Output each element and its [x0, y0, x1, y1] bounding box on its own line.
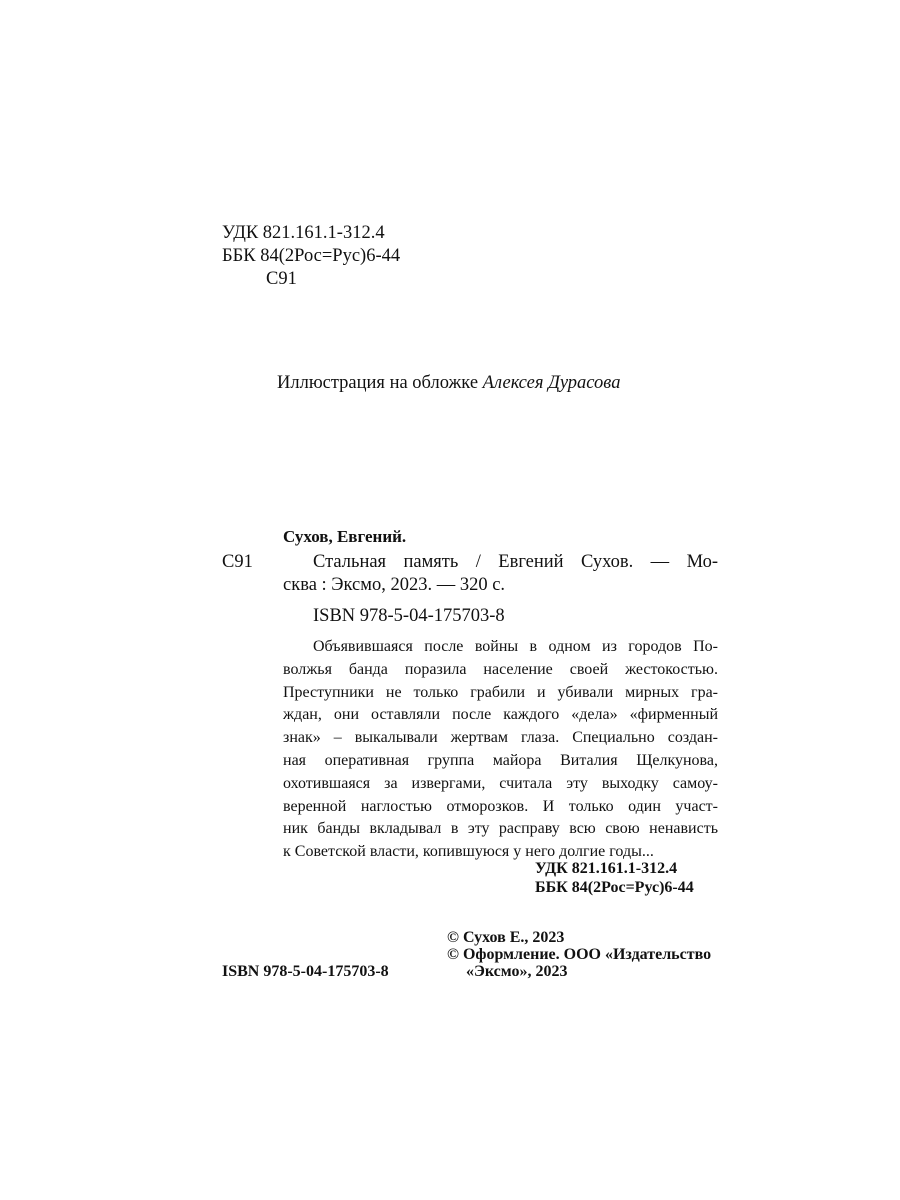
footer-isbn: ISBN 978-5-04-175703-8: [222, 963, 389, 980]
annotation-line: Преступники не только грабили и убивали мирных гра-: [283, 683, 718, 701]
footer-udk: УДК 821.161.1-312.4: [535, 860, 678, 877]
annotation-line: к Советской власти, копившуюся у него долгие годы...: [283, 843, 654, 861]
bib-title-line-2: сква : Эксмо, 2023. — 320 с.: [283, 575, 506, 595]
annotation-line: охотившаяся за извергами, считала эту выходку самоу-: [283, 774, 718, 792]
author-sign: С91: [266, 269, 297, 289]
annotation-line: знак» – выкалывали жертвам глаза. Специально создан-: [283, 729, 718, 747]
annotation-line: ждан, они оставляли после каждого «дела» «фирменный: [283, 706, 718, 724]
copyright-author: © Сухов Е., 2023: [447, 929, 565, 946]
bib-author-sign: С91: [222, 552, 253, 572]
annotation-line: волжья банда поразила население своей жестокостью.: [283, 660, 718, 678]
footer-bbk: ББК 84(2Рос=Рус)6-44: [535, 879, 694, 896]
bib-isbn: ISBN 978-5-04-175703-8: [313, 606, 505, 626]
illustration-credit: [277, 372, 620, 395]
copyright-design-line-1: © Оформление. ООО «Издательство: [447, 946, 712, 963]
illustration-prefix: Иллюстрация на обложке: [277, 373, 479, 393]
annotation: [283, 636, 718, 864]
annotation-line: ник банды вкладывал в эту расправу всю свою ненависть: [283, 820, 718, 838]
udk-code: УДК 821.161.1-312.4: [222, 223, 385, 243]
annotation-line: веренной наглостью отморозков. И только один участ-: [283, 797, 718, 815]
illustration-artist: Алексея Дурасова: [482, 373, 621, 393]
annotation-line: Объявившаяся после войны в одном из городов По-: [313, 638, 718, 655]
bib-author: Сухов, Евгений.: [283, 527, 407, 546]
bbk-code: ББК 84(2Рос=Рус)6-44: [222, 246, 401, 266]
annotation-line: ная оперативная группа майора Виталия Щелкунова,: [283, 751, 718, 769]
bib-title-line-1: Стальная память / Евгений Сухов. — Мо-: [313, 552, 718, 572]
copyright-design-line-2: «Эксмо», 2023: [466, 963, 568, 980]
